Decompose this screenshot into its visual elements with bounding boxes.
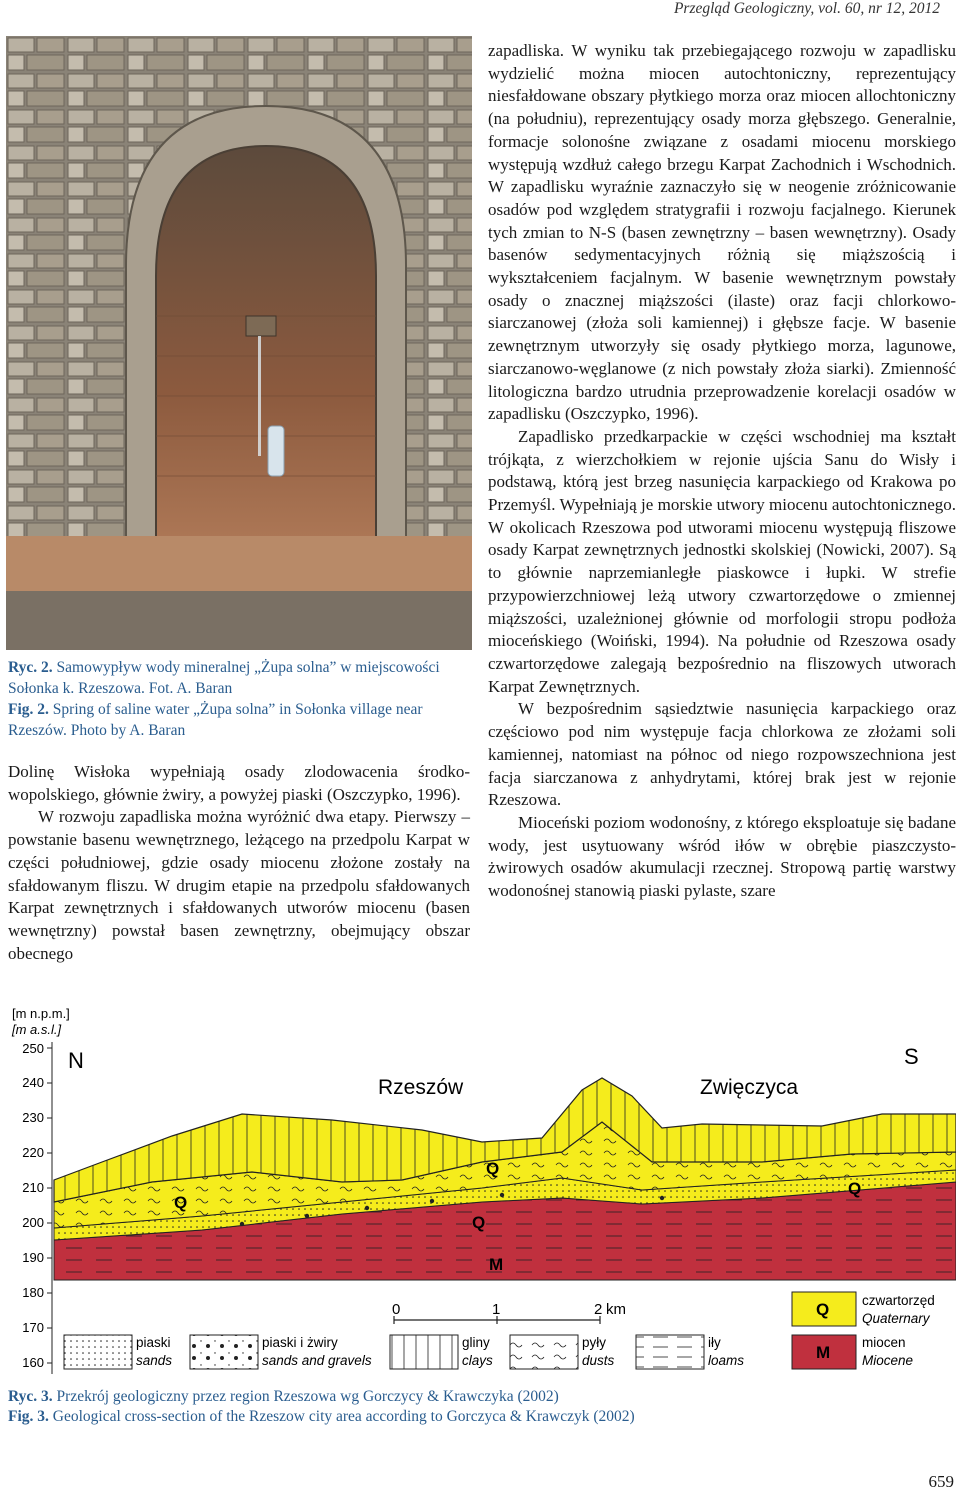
legend-clays-swatch xyxy=(390,1335,458,1369)
legend-m-letter: M xyxy=(816,1343,831,1362)
fig-caption-en-text: Geological cross-section of the Rzeszow city area according to Gorczyca & Krawczyk (2002) xyxy=(52,1408,635,1425)
scale-2: 2 xyxy=(594,1301,603,1318)
legend-dusts-pl: pyły xyxy=(582,1335,607,1350)
paragraph: Zapadlisko przedkarpackie w części wschodniej ma kształt trójkąta, z wierzchołkiem w rejonie ujścia Sanu do Wisły i podstawą, którą jest brzeg nasunięcia karpackiego od Krakowa po Przemyśl. Wypełniają je morskie utwory miocenu autochtonicznego. W okolicach Rzeszowa pod utworami miocenu występują fliszowe osady Karpat zewnętrznych jednostki skolskiej (Nowicki, 2007). Są to głównie naprzemianległe piaskowce i łupki. W strefie przypowierzchniowej leżą utwory czwartorzędowe o zmiennej miąższości, uzależnionej głównie od morfologii stropu podłoża mioceńskiego (Woiński, 1994). Na południe od Rzeszowa osady czwartorzędowe zalegają bezpośrednio na fliszowych utworach Karpat Zewnętrznych. xyxy=(488,426,956,696)
legend-quat-en: Quaternary xyxy=(862,1311,930,1326)
left-column-text xyxy=(8,761,470,965)
scale-bar xyxy=(394,1316,600,1324)
fig-caption-pl-label: Ryc. 3. xyxy=(8,1388,53,1405)
city-zwieczyca: Zwięczyca xyxy=(700,1076,799,1099)
scale-1: 1 xyxy=(492,1301,501,1318)
legend-clays-en: clays xyxy=(462,1353,493,1368)
legend-loams-swatch xyxy=(636,1335,704,1369)
legend-dusts-swatch xyxy=(510,1335,578,1369)
q-label-3: Q xyxy=(472,1213,486,1232)
unit-label-en: [m a.s.l.] xyxy=(12,1022,62,1037)
unit-label-pl: [m n.p.m.] xyxy=(12,1006,70,1021)
legend-sands-en: sands xyxy=(136,1353,173,1368)
city-rzeszow: Rzeszów xyxy=(378,1076,464,1099)
y-tick-190: 190 xyxy=(22,1250,44,1265)
y-tick-200: 200 xyxy=(22,1215,44,1230)
photo-caption-en-label: Fig. 2. xyxy=(8,701,49,718)
y-tick-240: 240 xyxy=(22,1075,44,1090)
y-tick-180: 180 xyxy=(22,1285,44,1300)
spring-photo xyxy=(6,36,472,650)
paragraph: Mioceński poziom wodonośny, z którego eksploatuje się badane wody, jest usytuowany wśród iłów w obrębie piaszczysto-żwirowych osadów akumulacji rzecznej. Stropową partię warstwy wodonośnej stanowią piaski pylaste, szare xyxy=(488,812,956,901)
legend-sands-pl: piaski xyxy=(136,1335,171,1350)
paragraph: Dolinę Wisłoka wypełniają osady zlodowacenia środkowopolskiego, głównie żwiry, a powyżej piaski (Oszczypko, 1996). xyxy=(8,762,470,804)
photo-caption-en-text: Spring of saline water „Żupa solna” in Sołonka village near Rzeszów. Photo by A. Baran xyxy=(8,701,423,739)
legend-gravels-swatch xyxy=(190,1335,258,1369)
paragraph: zapadliska. W wyniku tak przebiegającego rozwoju w zapadlisku wydzielić można miocen autochtoniczny, reprezentujący niesfałdowane obszary płytkiego morza oraz miocen allochtoniczny (na południu), reprezentujący osady morza głębszego. Generalnie, formacje solonośne związane z osadami miocenu morskiego występują wzdłuż całego brzegu Karpat Zachodnich i Wschodnich. W zapadlisku wyraźnie zaznaczyło się w neogenie zróżnicowanie osadów pod względem stratygrafii i rozwoju facjalnego. Kierunek tych zmian to N-S (basen zewnętrzny – basen wewnętrzny). Osady basenów sedymentacyjnych różnią się miąższością i wykształceniem facjalnym. W basenie wewnętrznym powstały osady o znacznej miąższości (ilaste) oraz facji chlorkowo-siarczanowej (złoża soli kamiennej) i głębsze facje. W basenie zewnętrznym utworzyły się osady płytkiego morza, lagunowe, siarczanowo-węglanowe (z nich powstały złoża siarki). Zmienność litologiczna bardzo utrudnia przeprowadzenie korelacji osadów w zapadlisku (Oszczypko, 1996). xyxy=(488,41,956,424)
legend-mio-en: Miocene xyxy=(862,1353,914,1368)
q-label-4: Q xyxy=(848,1179,862,1198)
y-tick-230: 230 xyxy=(22,1110,44,1125)
paragraph: W rozwoju zapadliska można wyróżnić dwa etapy. Pierwszy – powstanie basenu wewnętrznego, leżącego na przedpolu Karpat w części południowej, gdzie osady miocenu złożone zostały na sfałdowanym fliszu. W drugim etapie na przedpolu sfałdowanych Karpat zewnętrznych i sfałdowanych utworów miocenu (basen wewnętrzny) powstał basen zewnętrzny, obejmujący obszar obecnego xyxy=(8,807,470,963)
legend-dusts-en: dusts xyxy=(582,1353,615,1368)
photo-caption-pl-label: Ryc. 2. xyxy=(8,659,53,676)
legend-loams-en: loams xyxy=(708,1353,745,1368)
y-tick-170: 170 xyxy=(22,1320,44,1335)
legend-gravels-en: sands and gravels xyxy=(262,1353,372,1368)
m-label: M xyxy=(489,1255,504,1274)
y-tick-160: 160 xyxy=(22,1355,44,1370)
y-ticks xyxy=(22,1041,44,1370)
photo-caption xyxy=(8,657,470,741)
south-label: S xyxy=(904,1044,919,1069)
legend-sands-swatch xyxy=(64,1335,132,1369)
north-label: N xyxy=(68,1048,84,1073)
legend-quat-pl: czwartorzęd xyxy=(862,1293,935,1308)
fig-caption-en-label: Fig. 3. xyxy=(8,1408,49,1425)
legend-q-letter: Q xyxy=(816,1300,830,1319)
legend-clays-pl: gliny xyxy=(462,1335,490,1350)
scale-km: km xyxy=(606,1301,626,1318)
legend-loams-pl: iły xyxy=(708,1335,721,1350)
y-tick-210: 210 xyxy=(22,1180,44,1195)
right-column-text xyxy=(488,40,956,903)
scale-0: 0 xyxy=(392,1301,401,1318)
geological-cross-section xyxy=(2,1002,956,1382)
fig-caption-pl-text: Przekrój geologiczny przez region Rzeszowa wg Gorczycy & Krawczyka (2002) xyxy=(56,1388,559,1405)
legend-gravels-pl: piaski i żwiry xyxy=(262,1335,338,1350)
page-number: 659 xyxy=(928,1472,954,1491)
y-tick-250: 250 xyxy=(22,1041,44,1056)
q-label-1: Q xyxy=(174,1193,188,1212)
cross-section-svg xyxy=(2,1002,956,1382)
q-label-2: Q xyxy=(486,1159,500,1178)
figure-caption xyxy=(8,1387,948,1427)
legend-mio-pl: miocen xyxy=(862,1335,906,1350)
stone-wall-illustration xyxy=(6,36,472,650)
journal-header: Przegląd Geologiczny, vol. 60, nr 12, 2012 xyxy=(673,0,940,17)
paragraph: W bezpośrednim sąsiedztwie nasunięcia karpackiego oraz częściowo pod nim występuje facja chlorkowa ze złożami soli kamiennej, natomiast na północ od niego rozpowszechniona jest facja siarczanowa z anhydrytami, której brak jest w rejonie Rzeszowa. xyxy=(488,699,956,810)
y-tick-220: 220 xyxy=(22,1145,44,1160)
photo-caption-pl-text: Samowypływ wody mineralnej „Żupa solna” w miejscowości Sołonka k. Rzeszowa. Fot. A. Baran xyxy=(8,659,440,697)
